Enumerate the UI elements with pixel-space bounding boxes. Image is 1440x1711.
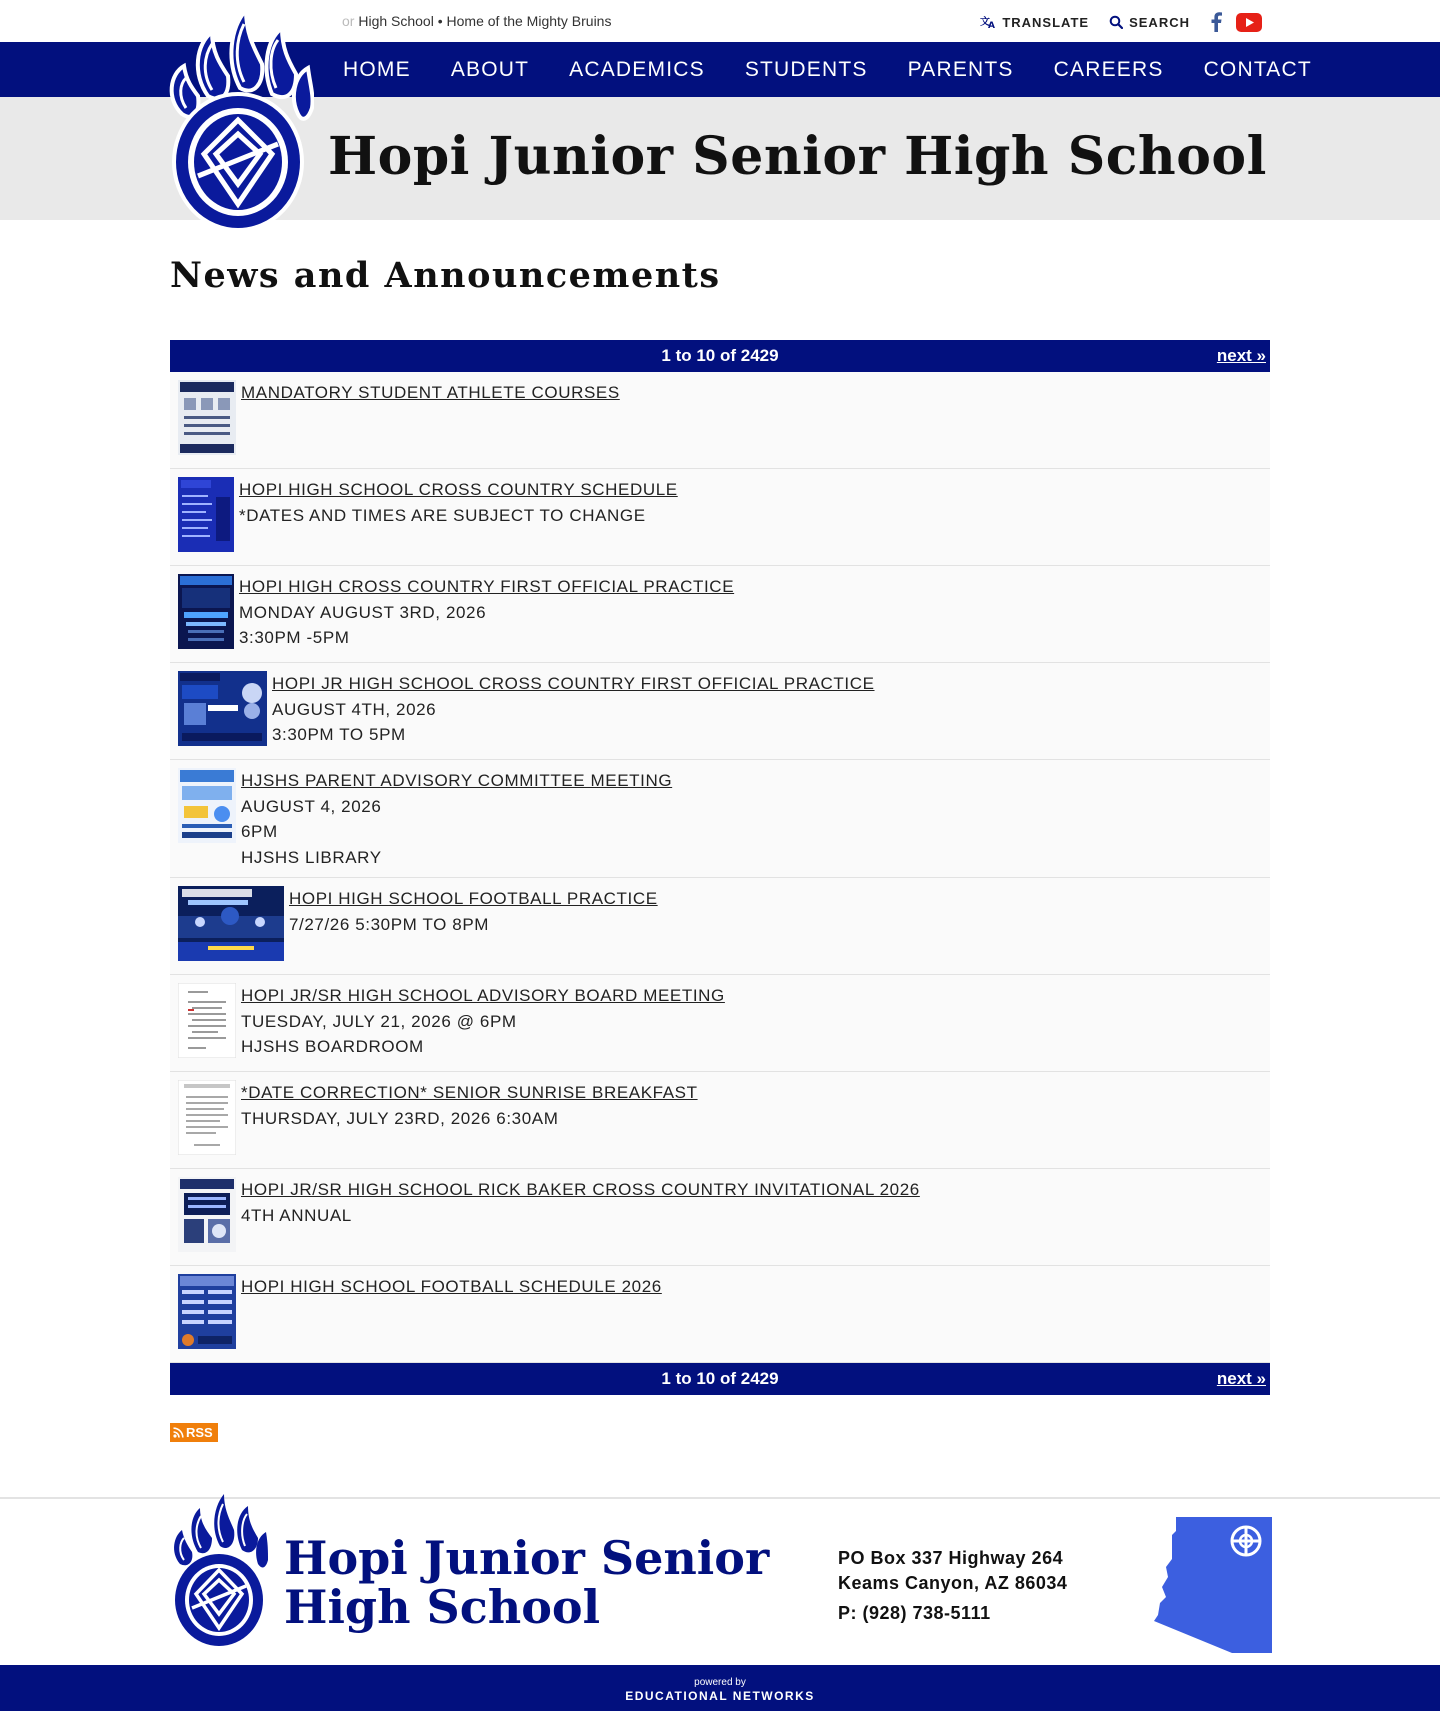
pager-count: 1 to 10 of 2429 bbox=[661, 1369, 779, 1388]
footer-phone[interactable]: P: (928) 738-5111 bbox=[838, 1603, 991, 1623]
list-item bbox=[170, 663, 1270, 760]
news-detail: HJSHS BOARDROOM bbox=[241, 1037, 424, 1056]
powered-by-text: powered by bbox=[694, 1677, 746, 1688]
news-list bbox=[170, 372, 1270, 1363]
vendor-logo-text[interactable]: EDUCATIONAL NETWORKS bbox=[625, 1689, 815, 1703]
address-line1: PO Box 337 Highway 264 bbox=[838, 1548, 1064, 1568]
list-item bbox=[170, 878, 1270, 975]
news-thumbnail[interactable] bbox=[178, 671, 267, 746]
rss-icon bbox=[173, 1427, 184, 1438]
news-thumbnail[interactable] bbox=[178, 477, 234, 552]
utility-links bbox=[980, 12, 1262, 32]
news-detail: AUGUST 4TH, 2026 bbox=[272, 699, 437, 719]
news-thumbnail[interactable] bbox=[178, 574, 234, 649]
news-title-link[interactable]: HOPI JR/SR HIGH SCHOOL RICK BAKER CROSS COUNTRY INVITATIONAL 2026 bbox=[241, 1180, 920, 1199]
site-title: Hopi Junior Senior High School bbox=[328, 126, 1267, 187]
news-title-link[interactable]: HOPI JR/SR HIGH SCHOOL ADVISORY BOARD MEETING bbox=[241, 986, 725, 1005]
list-item bbox=[170, 1169, 1270, 1266]
rss-label: RSS bbox=[186, 1425, 213, 1440]
news-detail: AUGUST 4, 2026 bbox=[241, 796, 382, 816]
footer-address bbox=[838, 1546, 1067, 1596]
news-thumbnail[interactable] bbox=[178, 380, 236, 455]
svg-text:文: 文 bbox=[980, 17, 992, 28]
news-thumbnail[interactable] bbox=[178, 768, 236, 843]
news-thumbnail[interactable] bbox=[178, 1177, 236, 1252]
news-title-link[interactable]: HOPI HIGH CROSS COUNTRY FIRST OFFICIAL PRACTICE bbox=[239, 577, 735, 596]
nav-parents[interactable]: PARENTS bbox=[907, 57, 1014, 81]
list-item bbox=[170, 975, 1270, 1072]
news-detail: MONDAY AUGUST 3RD, 2026 bbox=[239, 602, 487, 622]
footer-name-line1: Hopi Junior Senior bbox=[284, 1531, 770, 1585]
list-item bbox=[170, 566, 1270, 663]
news-detail: 3:30PM TO 5PM bbox=[272, 725, 406, 744]
nav-contact[interactable]: CONTACT bbox=[1203, 57, 1312, 81]
main-nav bbox=[343, 42, 1312, 97]
search-button[interactable] bbox=[1109, 15, 1190, 30]
news-title-link[interactable]: MANDATORY STUDENT ATHLETE COURSES bbox=[241, 383, 620, 402]
list-item bbox=[170, 1072, 1270, 1169]
news-detail: 6PM bbox=[241, 822, 278, 841]
nav-about[interactable]: ABOUT bbox=[450, 57, 530, 81]
news-title-link[interactable]: HOPI HIGH SCHOOL CROSS COUNTRY SCHEDULE bbox=[239, 480, 678, 499]
address-line2: Keams Canyon, AZ 86034 bbox=[838, 1573, 1068, 1593]
translate-icon bbox=[980, 15, 996, 29]
rss-button[interactable] bbox=[170, 1423, 218, 1442]
news-title-link[interactable]: HOPI HIGH SCHOOL FOOTBALL SCHEDULE 2026 bbox=[241, 1277, 662, 1296]
news-thumbnail[interactable] bbox=[178, 886, 284, 961]
news-detail: 4TH ANNUAL bbox=[241, 1205, 352, 1225]
nav-academics[interactable]: ACADEMICS bbox=[569, 57, 705, 81]
news-thumbnail[interactable] bbox=[178, 1080, 236, 1155]
facebook-icon[interactable] bbox=[1210, 12, 1222, 32]
news-thumbnail[interactable] bbox=[178, 1274, 236, 1349]
school-tagline bbox=[342, 13, 611, 29]
bruin-paw-logo[interactable] bbox=[164, 4, 314, 234]
news-detail: 7/27/26 5:30PM TO 8PM bbox=[289, 914, 490, 934]
pager-next-link[interactable]: next » bbox=[1216, 1369, 1266, 1388]
translate-button[interactable] bbox=[980, 15, 1089, 30]
news-thumbnail[interactable] bbox=[178, 983, 236, 1058]
search-label: SEARCH bbox=[1129, 14, 1190, 30]
youtube-icon[interactable] bbox=[1236, 13, 1262, 32]
list-item bbox=[170, 760, 1270, 878]
vendor-bar bbox=[0, 1665, 1440, 1711]
news-detail: 3:30PM -5PM bbox=[239, 628, 350, 647]
list-item bbox=[170, 469, 1270, 566]
tagline-text: High School • Home of the Mighty Bruins bbox=[358, 13, 612, 29]
nav-students[interactable]: STUDENTS bbox=[744, 57, 868, 81]
svg-text:A: A bbox=[988, 21, 997, 29]
news-detail: THURSDAY, JULY 23RD, 2026 6:30AM bbox=[241, 1108, 559, 1128]
list-item bbox=[170, 372, 1270, 469]
nav-careers[interactable]: CAREERS bbox=[1053, 57, 1164, 81]
news-title-link[interactable]: HJSHS PARENT ADVISORY COMMITTEE MEETING bbox=[241, 771, 673, 790]
translate-label: TRANSLATE bbox=[1002, 14, 1090, 30]
search-icon bbox=[1109, 15, 1123, 29]
arizona-map-icon[interactable] bbox=[1154, 1517, 1272, 1653]
pager-bottom bbox=[170, 1363, 1270, 1395]
list-item bbox=[170, 1266, 1270, 1363]
nav-home[interactable]: HOME bbox=[343, 57, 411, 81]
news-title-link[interactable]: *DATE CORRECTION* SENIOR SUNRISE BREAKFAST bbox=[241, 1083, 698, 1102]
news-detail: *DATES AND TIMES ARE SUBJECT TO CHANGE bbox=[239, 505, 646, 525]
pager-next-link[interactable]: next » bbox=[1216, 346, 1266, 365]
news-title-link[interactable]: HOPI HIGH SCHOOL FOOTBALL PRACTICE bbox=[289, 889, 658, 908]
pager-count: 1 to 10 of 2429 bbox=[661, 346, 779, 365]
page-title: News and Announcements bbox=[170, 255, 721, 296]
news-detail: HJSHS LIBRARY bbox=[241, 847, 382, 867]
bruin-paw-logo bbox=[170, 1490, 268, 1650]
social-links bbox=[1210, 12, 1262, 32]
tagline-faded-text: or bbox=[342, 13, 355, 29]
footer-name-line2: High School bbox=[284, 1580, 601, 1634]
pager-top bbox=[170, 340, 1270, 372]
news-title-link[interactable]: HOPI JR HIGH SCHOOL CROSS COUNTRY FIRST OFFICIAL PRACTICE bbox=[272, 674, 875, 693]
footer-school-name bbox=[284, 1531, 770, 1634]
news-detail: TUESDAY, JULY 21, 2026 @ 6PM bbox=[241, 1011, 517, 1031]
